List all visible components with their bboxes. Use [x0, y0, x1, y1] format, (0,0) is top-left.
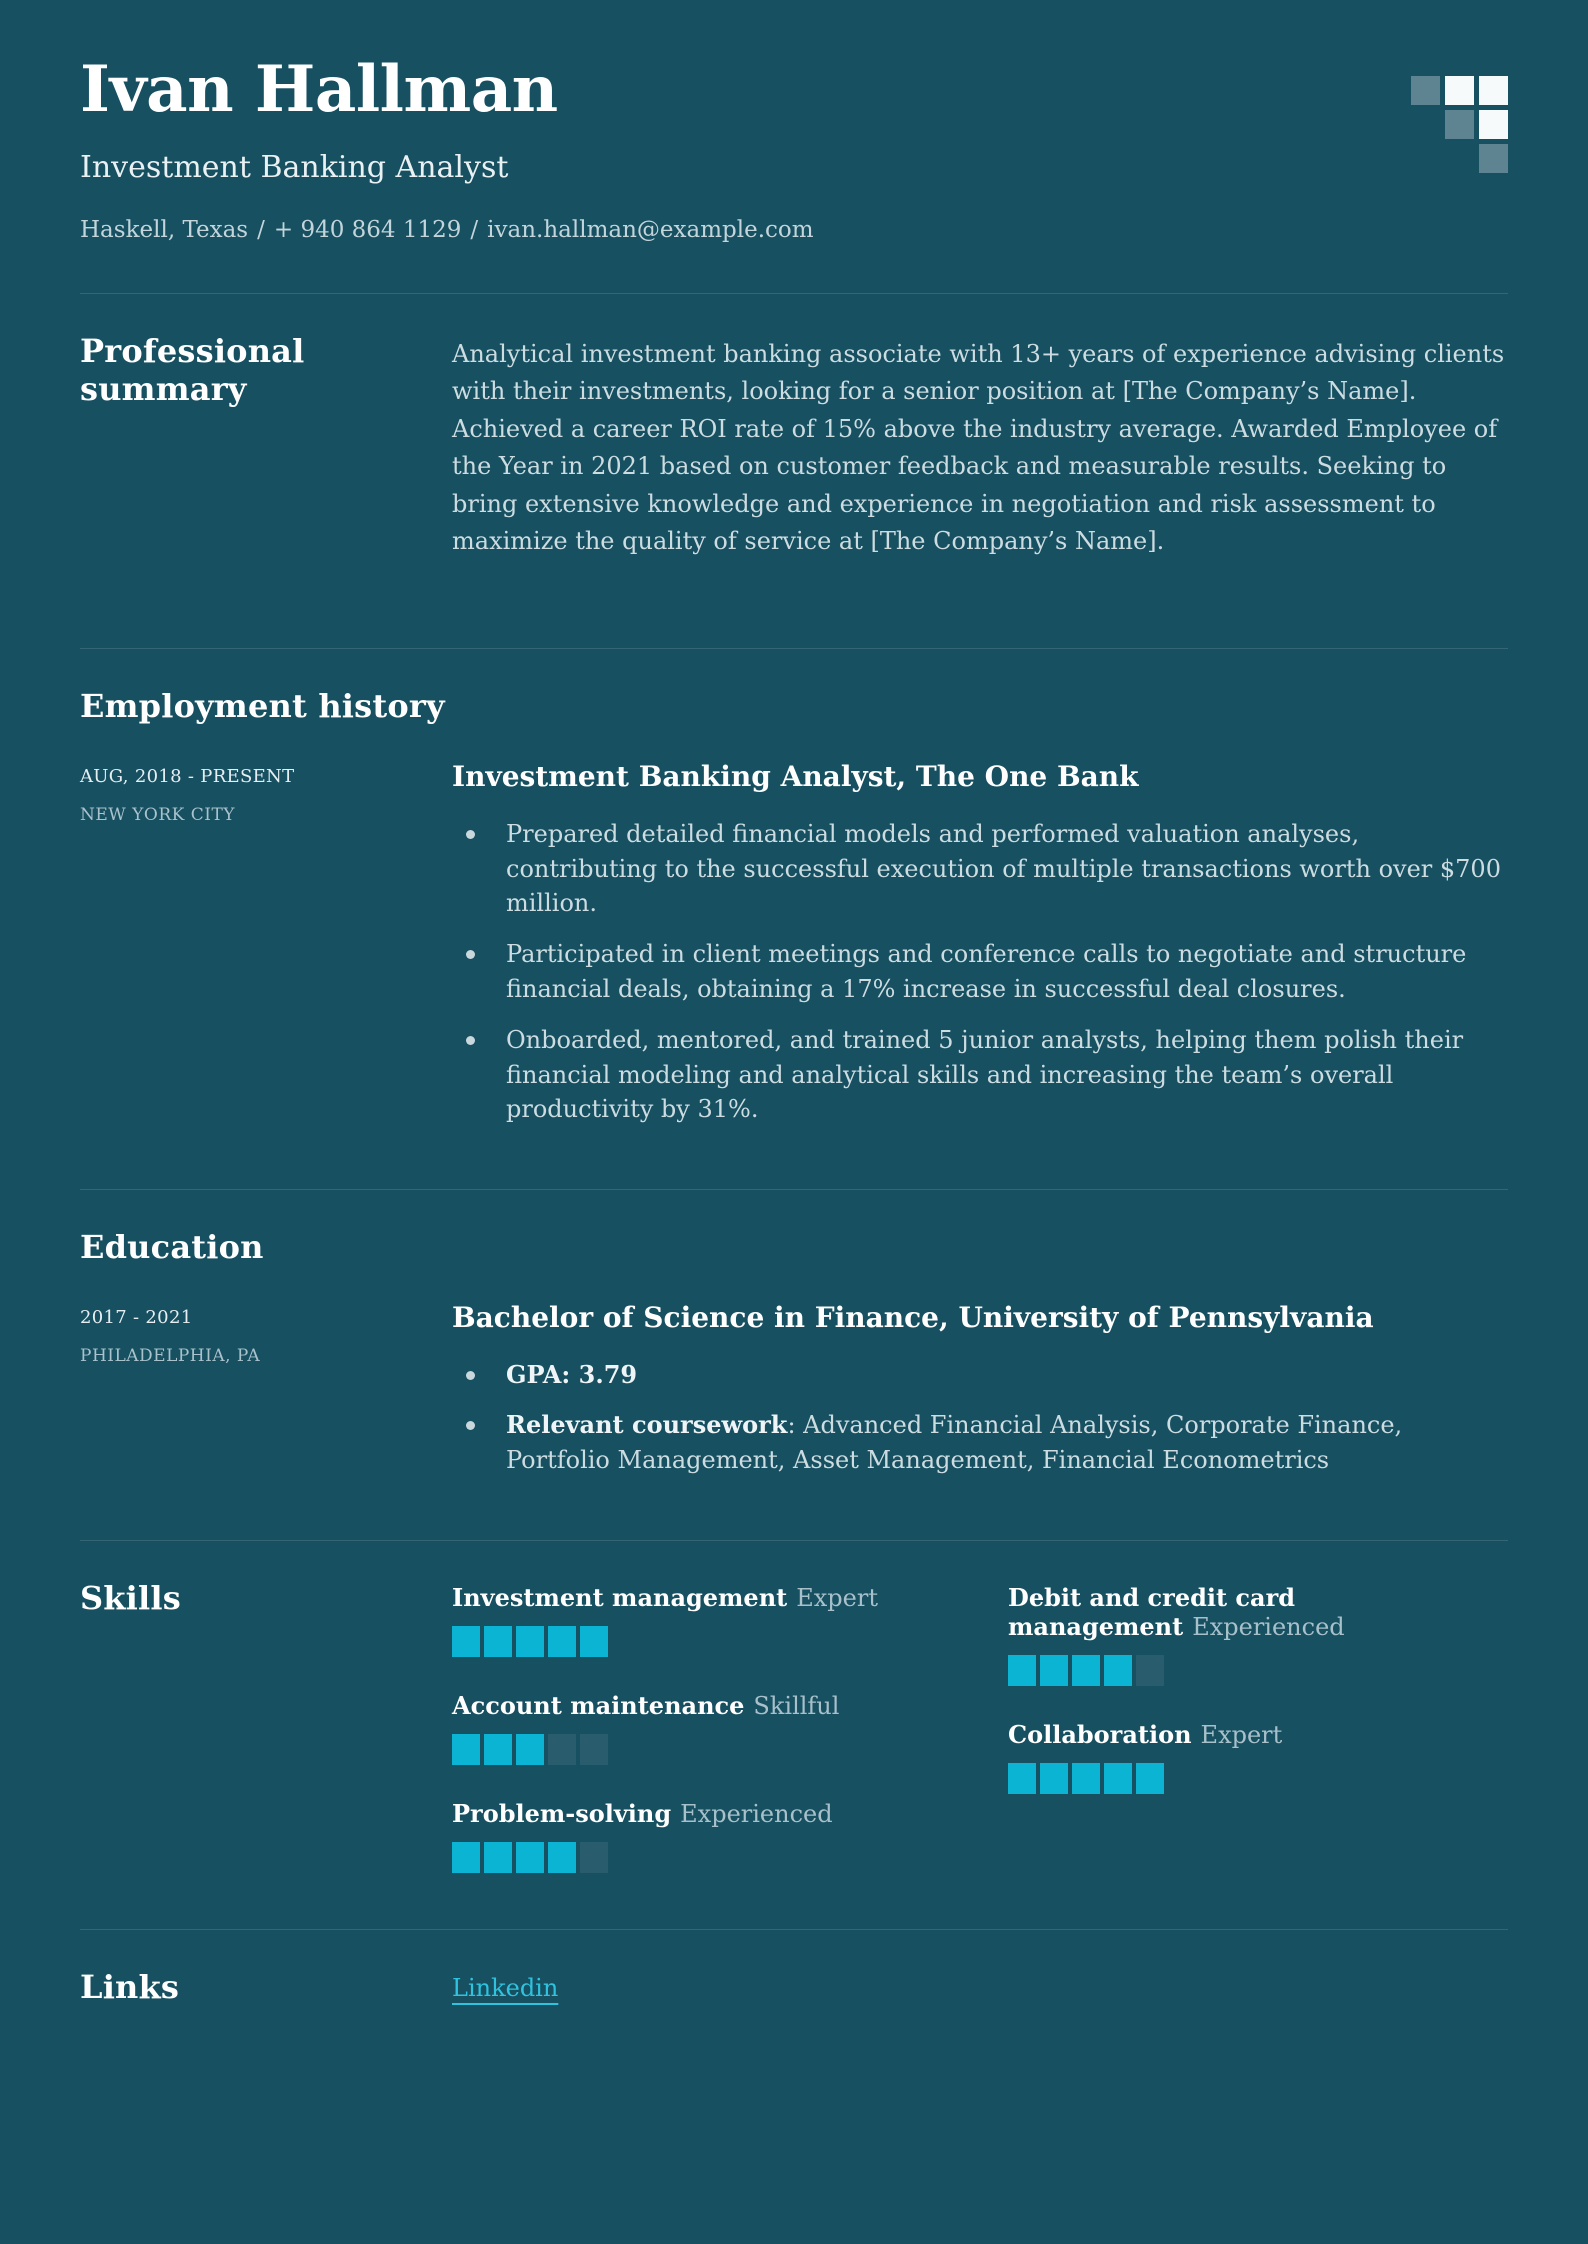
employment-dates: AUG, 2018 - PRESENT: [80, 765, 295, 787]
contact-email: ivan.hallman@example.com: [487, 216, 814, 243]
skill-bar: [1008, 1763, 1508, 1794]
skill-bar-segment: [516, 1734, 544, 1765]
employment-bullet-list: [452, 817, 1508, 1127]
logo-cell: [1445, 110, 1474, 139]
skill-bar-segment: [1008, 1655, 1036, 1686]
skill-bar-segment: [1136, 1655, 1164, 1686]
skill-bar: [452, 1842, 952, 1873]
skill-bar-segment: [452, 1626, 480, 1657]
skill-bar-segment: [452, 1734, 480, 1765]
skill-bar-segment: [1008, 1763, 1036, 1794]
skill-bar-segment: [1104, 1655, 1132, 1686]
education-entry: [80, 1301, 1508, 1494]
skill-level: Expert: [1200, 1721, 1283, 1749]
contact-separator: /: [470, 216, 479, 243]
squares-grid-logo-icon: [1411, 76, 1508, 173]
employment-bullet: Participated in client meetings and conference calls to negotiate and structure financial deals, obtaining a 17% increase in successful deal closures.: [452, 937, 1508, 1007]
education-details: [452, 1301, 1508, 1494]
section-education: [80, 1189, 1508, 1540]
skill-label: [1008, 1720, 1508, 1749]
employment-heading: Employment history: [80, 687, 445, 726]
skill-bar-segment: [1072, 1763, 1100, 1794]
logo-cell: [1411, 110, 1440, 139]
section-skills: [80, 1540, 1508, 1929]
logo-cell: [1479, 110, 1508, 139]
skill-bar-segment: [1040, 1655, 1068, 1686]
skill-bar: [1008, 1655, 1508, 1686]
skill-label: [1008, 1583, 1508, 1641]
skill-item: [1008, 1583, 1508, 1686]
skill-level: Experienced: [680, 1800, 833, 1828]
person-name: Ivan Hallman: [80, 52, 558, 127]
summary-text: Analytical investment banking associate with 13+ years of experience advising clients with their investments, looking for a senior position at [The Company’s Name]. Achieved a career ROI rate of 15% above the industry average. Awarded Employee of the Year in 2021 based on customer feedback and measurable results. Seeking to bring extensive knowledge and experience in negotiation and risk assessment to maximize the quality of service at [The Company’s Name].: [452, 339, 1505, 556]
linkedin-link[interactable]: Linkedin: [452, 1974, 559, 2002]
skill-bar-segment: [1040, 1763, 1068, 1794]
skill-item: [452, 1799, 952, 1873]
skill-label: [452, 1799, 952, 1828]
education-heading: Education: [80, 1228, 264, 1267]
logo-cell: [1445, 144, 1474, 173]
skill-bar-segment: [548, 1626, 576, 1657]
skill-bar-segment: [548, 1842, 576, 1873]
skill-name: Collaboration: [1008, 1720, 1192, 1749]
employment-entry: [80, 760, 1508, 1143]
employment-meta: [80, 760, 452, 825]
skill-level: Experienced: [1192, 1613, 1345, 1641]
skill-label: [452, 1583, 952, 1612]
logo-cell: [1411, 76, 1440, 105]
contact-phone: + 940 864 1129: [273, 216, 462, 243]
employment-job-title: Investment Banking Analyst, The One Bank: [452, 759, 1139, 793]
skill-item: [452, 1583, 952, 1657]
skills-column: [452, 1583, 952, 1873]
skills-grid: [452, 1583, 1508, 1873]
skill-name: Debit and credit card management: [1008, 1583, 1296, 1641]
employment-location: NEW YORK CITY: [80, 804, 236, 825]
skill-level: Skillful: [753, 1692, 840, 1720]
skill-label: [452, 1691, 952, 1720]
education-dates: 2017 - 2021: [80, 1306, 193, 1328]
skill-bar-segment: [580, 1734, 608, 1765]
logo-cell: [1445, 76, 1474, 105]
skill-bar: [452, 1734, 952, 1765]
employment-bullet: Onboarded, mentored, and trained 5 junior analysts, helping them polish their financial modeling and analytical skills and increasing the team’s overall productivity by 31%.: [452, 1023, 1508, 1127]
section-links: [80, 1929, 1508, 2066]
bullet-bold-text: GPA: 3.79: [506, 1359, 638, 1389]
logo-cell: [1479, 144, 1508, 173]
skill-bar-segment: [452, 1842, 480, 1873]
logo-cell: [1411, 144, 1440, 173]
section-professional-summary: [80, 293, 1508, 649]
skill-name: Problem-solving: [452, 1799, 672, 1828]
skill-bar-segment: [516, 1842, 544, 1873]
employment-bullet: Prepared detailed financial models and performed valuation analyses, contributing to the successful execution of multiple transactions worth over $700 million.: [452, 817, 1508, 921]
links-heading: Links: [80, 1968, 180, 2006]
skill-item: [452, 1691, 952, 1765]
skill-bar-segment: [484, 1734, 512, 1765]
skill-level: Expert: [796, 1584, 878, 1612]
header: [80, 52, 1508, 293]
bullet-rest-text: : Advanced Financial Analysis, Corporate Finance, Portfolio Management, Asset Management, Financial Econometrics: [506, 1411, 1403, 1475]
skills-column: [1008, 1583, 1508, 1873]
skill-bar-segment: [548, 1734, 576, 1765]
education-location: PHILADELPHIA, PA: [80, 1345, 261, 1366]
person-job-title: Investment Banking Analyst: [80, 149, 509, 185]
contact-line: [80, 217, 1508, 243]
skill-bar: [452, 1626, 952, 1657]
skill-item: [1008, 1720, 1508, 1794]
section-employment-history: [80, 648, 1508, 1189]
education-meta: [80, 1301, 452, 1366]
skills-heading: Skills: [80, 1579, 181, 1617]
links-content: [452, 1974, 1508, 2002]
logo-cell: [1479, 76, 1508, 105]
skill-bar-segment: [580, 1626, 608, 1657]
bullet-bold-text: Relevant coursework: [506, 1410, 788, 1440]
skill-bar-segment: [1104, 1763, 1132, 1794]
skill-bar-segment: [1136, 1763, 1164, 1794]
employment-details: [452, 760, 1508, 1143]
education-bullet: [452, 1358, 1508, 1393]
skill-bar-segment: [484, 1626, 512, 1657]
skill-bar-segment: [516, 1626, 544, 1657]
contact-separator: /: [257, 216, 265, 243]
skill-name: Investment management: [452, 1583, 788, 1612]
contact-location: Haskell, Texas: [80, 216, 249, 243]
education-degree: Bachelor of Science in Finance, University of Pennsylvania: [452, 1300, 1374, 1334]
skill-bar-segment: [580, 1842, 608, 1873]
skill-bar-segment: [484, 1842, 512, 1873]
education-bullet: [452, 1408, 1508, 1478]
summary-heading: Professional summary: [80, 331, 305, 409]
education-bullet-list: [452, 1358, 1508, 1478]
skill-bar-segment: [1072, 1655, 1100, 1686]
skill-name: Account maintenance: [452, 1691, 745, 1720]
